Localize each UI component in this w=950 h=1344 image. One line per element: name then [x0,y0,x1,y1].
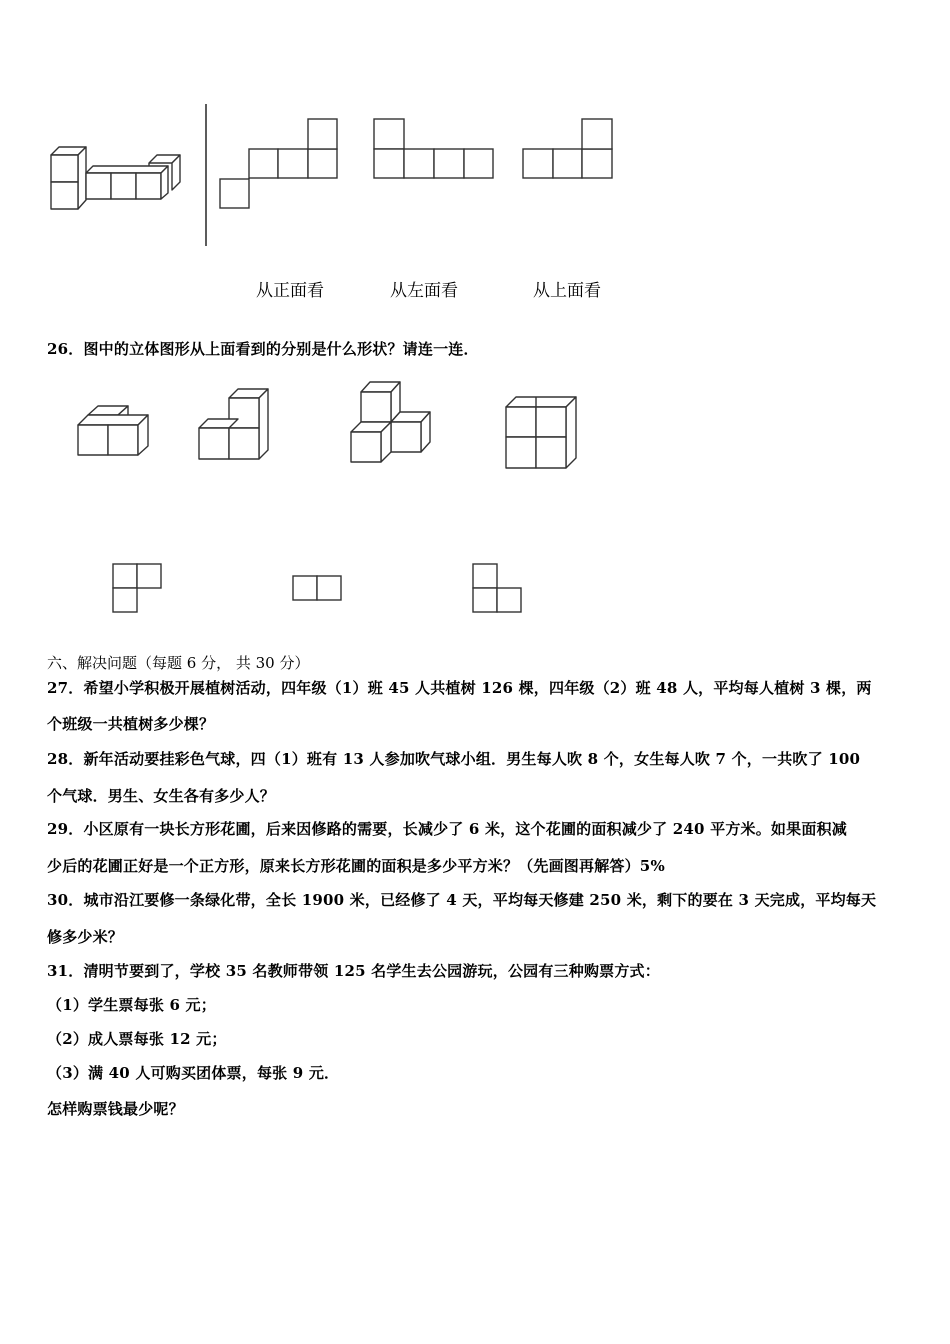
q27-line-1: 27．希望小学积极开展植树活动，四年级（1）班 45 人共植树 126 棵，四年级（2）班 48 人，平均每人植树 3 棵，两 [47,679,872,697]
q26-shape-b [293,576,341,600]
q28-line-1: 28．新年活动要挂彩色气球，四（1）班有 13 人参加吹气球小组．男生每人吹 8 个，女生每人吹 7 个，一共吹了 100 [47,750,861,768]
q27-line-2: 个班级一共植树多少棵？ [47,715,215,733]
q26-solid-1 [78,406,148,455]
q29-line-1: 29．小区原有一块长方形花圃，后来因修路的需要，长减少了 6 米，这个花圃的面积减少了 240 平方米。如果面积减 [47,820,847,838]
q26-solid-2 [199,389,268,459]
q28-line-2: 个气球．男生、女生各有多少人？ [47,787,276,805]
q26-shape-a [113,564,161,612]
q31-option-2: （2）成人票每张 12 元； [47,1030,227,1048]
q30-line-2: 修多少米？ [47,928,124,946]
view-label-front: 从正面看 [256,281,324,301]
q31-option-1: （1）学生票每张 6 元； [47,996,216,1014]
q26-prompt: 26．图中的立体图形从上面看到的分别是什么形状？请连一连． [47,340,479,358]
q31-question: 怎样购票钱最少呢？ [47,1100,184,1118]
q31-line-1: 31．清明节要到了，学校 35 名教师带领 125 名学生去公园游玩，公园有三种购票方式： [47,962,660,980]
view-label-top: 从上面看 [533,281,601,301]
q26-solid-3 [351,382,430,462]
q31-option-3: （3）满 40 人可购买团体票，每张 9 元． [47,1064,340,1082]
q30-line-1: 30．城市沿江要修一条绿化带，全长 1900 米，已经修了 4 天，平均每天修建 250 米，剩下的要在 3 天完成，平均每天 [47,891,877,909]
section-6-title: 六、解决问题（每题 6 分， 共 30 分） [47,654,310,672]
q26-shape-c [473,564,521,612]
view-label-left: 从左面看 [390,281,458,301]
q26-solid-4 [506,397,576,468]
q29-line-2: 少后的花圃正好是一个正方形，原来长方形花圃的面积是多少平方米？（先画图再解答）5% [47,857,665,875]
q26-figure [0,0,950,640]
